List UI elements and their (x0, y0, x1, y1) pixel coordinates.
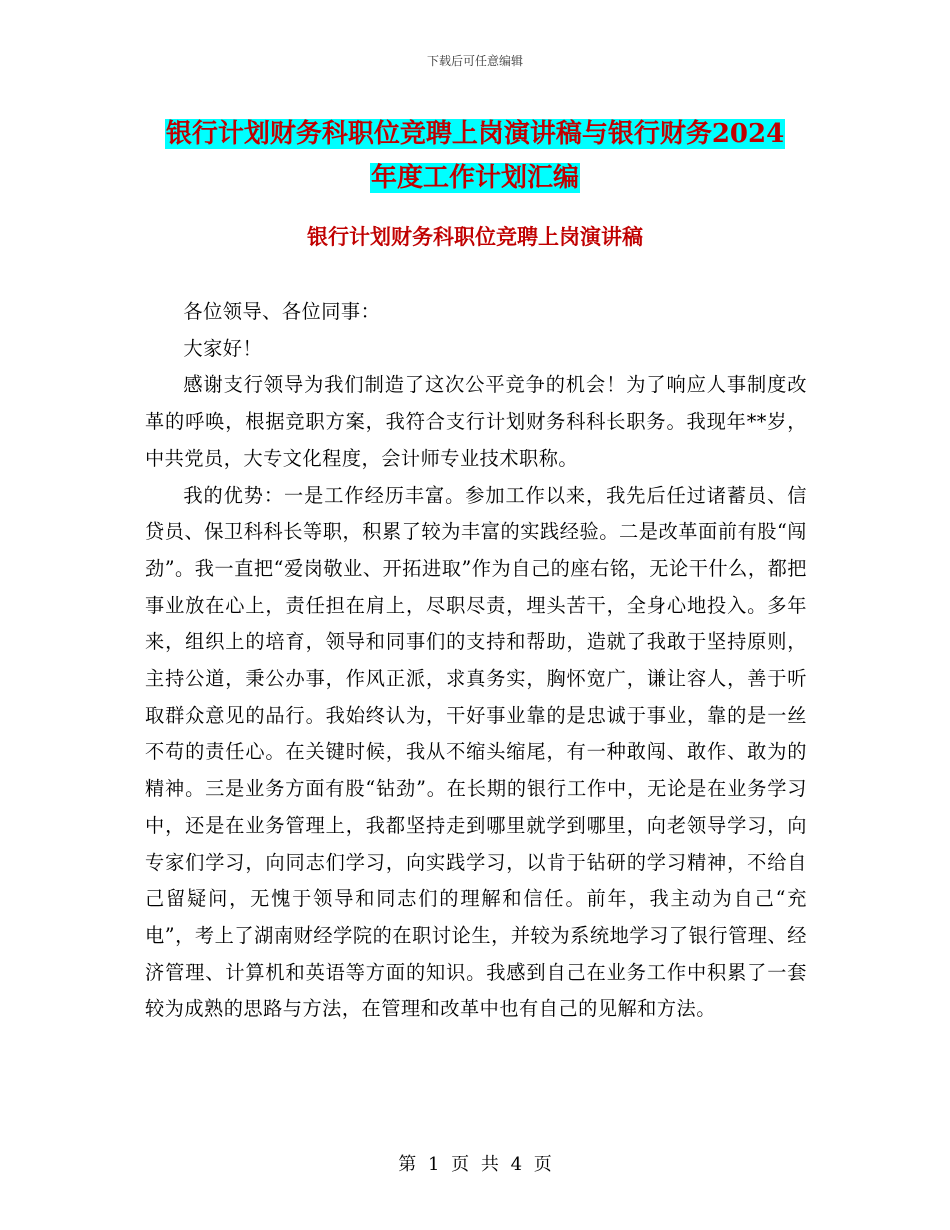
page-header-note: 下载后可任意编辑 (426, 54, 523, 68)
document-title-line-1: 银行计划财务科职位竞聘上岗演讲稿与银行财务2024 (165, 119, 785, 149)
page-indicator: 第 1 页 共 4 页 (398, 1154, 552, 1175)
paragraph-greeting: 大家好！ (183, 336, 263, 360)
paragraph-salutation: 各位领导、各位同事： (183, 300, 381, 323)
document-body (145, 294, 807, 1028)
paragraph-introduction: 感谢支行领导为我们制造了这次公平竞争的机会！为了响应人事制度改革的呼唤，根据竞职方案，我符合支行计划财务科科长职务。我现年**岁，中共党员，大专文化程度，会计师专业技术职称。 (145, 373, 807, 470)
document-title-line-2: 年度工作计划汇编 (370, 163, 579, 193)
document-title (150, 112, 800, 200)
section-title: 银行计划财务科职位竞聘上岗演讲稿 (307, 224, 643, 249)
paragraph-advantages: 我的优势：一是工作经历丰富。参加工作以来，我先后任过诸蓄员、信贷员、保卫科科长等职，积累了较为丰富的实践经验。二是改革面前有股“闯劲”。我一直把“爱岗敬业、开拓进取”作为自己的座右铭，无论干什么，都把事业放在心上，责任担在肩上，尽职尽责，埋头苦干，全身心地投入。多年来，组织上的培育，领导和同事们的支持和帮助，造就了我敢于坚持原则，主持公道，秉公办事，作风正派，求真务实，胸怀宽广，谦让容人，善于听取群众意见的品行。我始终认为，干好事业靠的是忠诚于事业，靠的是一丝不苟的责任心。在关键时候，我从不缩头缩尾，有一种敢闯、敢作、敢为的精神。三是业务方面有股“钻劲”。在长期的银行工作中，无论是在业务学习中，还是在业务管理上，我都坚持走到哪里就学到哪里，向老领导学习，向专家们学习，向同志们学习，向实践学习，以肯于钻研的学习精神，不给自己留疑问，无愧于领导和同志们的理解和信任。前年，我主动为自己“充电”，考上了湖南财经学院的在职讨论生，并较为系统地学习了银行管理、经济管理、计算机和英语等方面的知识。我感到自己在业务工作中积累了一套较为成熟的思路与方法，在管理和改革中也有自己的见解和方法。 (145, 483, 807, 1021)
